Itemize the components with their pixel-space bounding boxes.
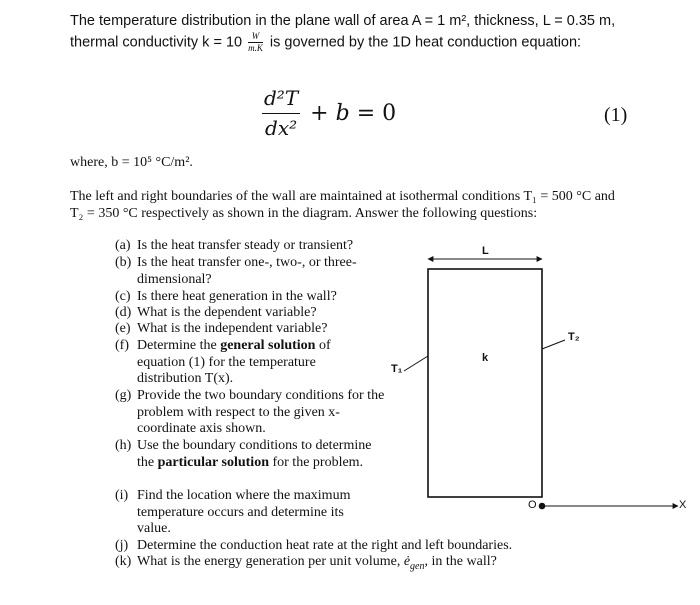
- question-label: (j): [115, 538, 129, 553]
- t2-label: T₂: [568, 331, 580, 343]
- question-label: (c): [115, 289, 131, 304]
- question-label: (f): [115, 338, 129, 353]
- boundary-line-2: T₂ = 350 °C respectively as shown in the diagram. Answer the following questions:: [70, 206, 538, 221]
- origin-label: O: [528, 499, 537, 511]
- question-text: Provide the two boundary conditions for the problem with respect to the given x-coordinate axis shown.: [137, 388, 385, 436]
- question-label: (g): [115, 388, 132, 403]
- axis-label: X: [679, 499, 687, 511]
- question-text: Is there heat generation in the wall?: [137, 289, 337, 304]
- where-line: where, b = 10⁵ °C/m².: [70, 155, 193, 170]
- origin-dot: [539, 503, 546, 510]
- question-text-pre: Determine the: [137, 338, 221, 353]
- units-numerator: W: [248, 32, 263, 43]
- question-text-post: for the problem.: [268, 454, 364, 470]
- question-label: (e): [115, 321, 131, 336]
- question-text: Find the location where the maximum temperature occurs and determine its value.: [137, 488, 351, 536]
- question-text-pre: Use the boundary conditions to determine the: [137, 438, 372, 470]
- question-text-post: , in the wall?: [424, 554, 497, 569]
- t1-leader-line: [404, 356, 428, 371]
- question-text-bold: general solution: [220, 338, 316, 353]
- equation-tail: = 0: [356, 101, 397, 126]
- wall-rectangle: [428, 269, 542, 497]
- t1-label: T₁: [391, 363, 403, 375]
- question-text-italic: ė: [403, 554, 411, 569]
- question-label: (h): [115, 438, 132, 453]
- equation-numerator: d²T: [262, 87, 300, 114]
- intro-line-2-suffix: is governed by the 1D heat conduction equation:: [269, 34, 582, 51]
- question-label: (b): [115, 255, 132, 270]
- question-text: What is the dependent variable?: [137, 305, 317, 320]
- units-denominator: m.K: [248, 43, 263, 53]
- question-text-bold: particular solution: [157, 454, 269, 470]
- question-label: (d): [115, 305, 132, 320]
- boundary-line-1: The left and right boundaries of the wall are maintained at isothermal conditions T₁ = 500 °C and: [70, 189, 615, 204]
- question-label: (a): [115, 238, 131, 253]
- length-label: L: [482, 245, 489, 257]
- question-text: Is the heat transfer steady or transient?: [137, 238, 354, 253]
- equation-b: b: [335, 101, 350, 126]
- question-text: Determine the conduction heat rate at the right and left boundaries.: [137, 538, 513, 553]
- conductivity-label: k: [482, 352, 489, 364]
- equation-plus: +: [310, 101, 329, 126]
- question-text: What is the independent variable?: [137, 321, 328, 336]
- intro-line-1: The temperature distribution in the plane wall of area A = 1 m², thickness, L = 0.35 m,: [70, 13, 616, 29]
- question-text-subscript: gen: [410, 560, 425, 572]
- t2-leader-line: [542, 340, 565, 349]
- intro-line-2-prefix: thermal conductivity k = 10: [70, 34, 243, 51]
- equation-denominator: dx²: [265, 116, 298, 140]
- question-text: Is the heat transfer one-, two-, or three-dimensional?: [137, 255, 357, 287]
- question-label: (k): [115, 554, 132, 569]
- question-label: (i): [115, 488, 129, 503]
- question-text-pre: What is the energy generation per unit volume,: [137, 554, 404, 569]
- equation-number: (1): [604, 104, 628, 126]
- question-text-post: of equation (1) for the temperature distribution T(x).: [137, 338, 331, 386]
